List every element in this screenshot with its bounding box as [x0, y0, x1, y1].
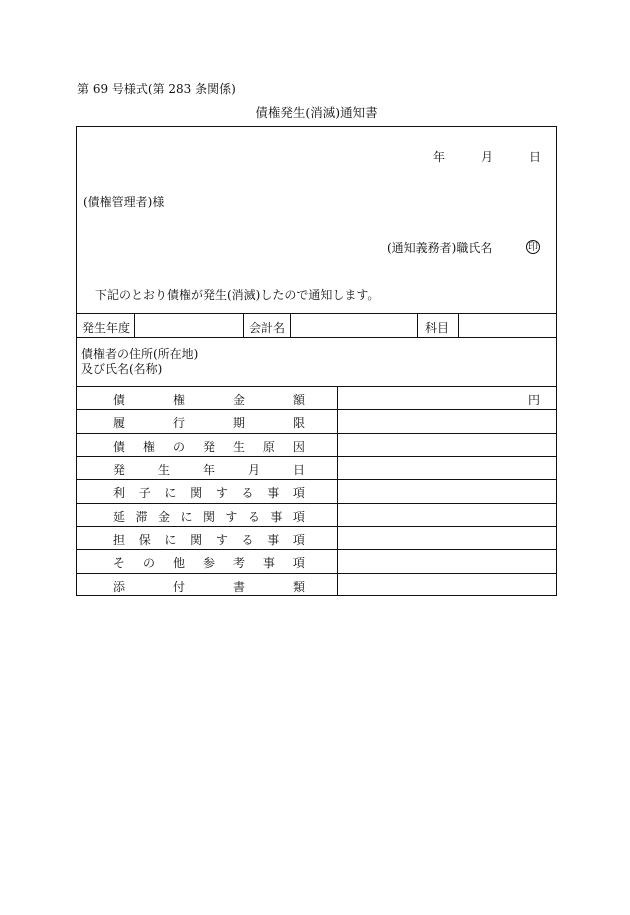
document-title: 債権発生(消滅)通知書: [255, 105, 378, 120]
date-day-label: 日: [529, 150, 542, 164]
divider: [337, 410, 338, 433]
item-label: 利 子 に 関 す る 事 項: [113, 486, 305, 500]
item-label: 債 権 の 発 生 原 因: [113, 440, 305, 454]
item-row: [77, 409, 556, 433]
divider: [417, 314, 418, 337]
info-row: [77, 313, 556, 337]
divider: [337, 434, 338, 456]
item-row: [77, 573, 556, 595]
divider: [337, 504, 338, 526]
creditor-row: [77, 337, 556, 386]
divider: [337, 527, 338, 549]
notice-body-text: 下記のとおり債権が発生(消滅)したので通知します。: [95, 288, 380, 302]
notifier-label: (通知義務者)職氏名: [387, 241, 493, 255]
divider: [337, 387, 338, 409]
item-label: 履 行 期 限: [113, 416, 305, 430]
date-year-label: 年: [433, 150, 446, 164]
divider: [458, 314, 459, 337]
item-row: [77, 386, 556, 409]
notice-form: [76, 126, 557, 596]
form-number: 第 69 号様式(第 283 条関係): [77, 82, 236, 96]
divider: [290, 314, 291, 337]
seal-icon: 印: [528, 242, 538, 253]
fiscal-year-label: 発生年度: [82, 321, 131, 335]
currency-unit: 円: [527, 393, 540, 407]
creditor-name-line: 及び氏名(名称): [81, 362, 163, 376]
recipient-label: (債権管理者)様: [83, 195, 165, 209]
creditor-address-label: [81, 347, 198, 377]
item-row: [77, 503, 556, 526]
divider: [243, 314, 244, 337]
header-section: [77, 127, 556, 313]
item-row: [77, 526, 556, 549]
item-label: 添 付 書 類: [113, 580, 305, 594]
divider: [337, 550, 338, 573]
item-label: 延 滞 金 に 関 す る 事 項: [113, 510, 305, 524]
divider: [134, 314, 135, 337]
item-label: 科目: [425, 321, 450, 335]
item-row: [77, 433, 556, 456]
divider: [337, 480, 338, 503]
item-label: 発 生 年 月 日: [113, 463, 305, 477]
item-row: [77, 456, 556, 479]
account-label: 会計名: [249, 321, 286, 335]
item-label: 債 権 金 額: [113, 393, 305, 407]
date-month-label: 月: [481, 150, 494, 164]
creditor-address-line: 債権者の住所(所在地): [81, 347, 199, 361]
item-label: 担 保 に 関 す る 事 項: [113, 533, 305, 547]
item-label: そ の 他 参 考 事 項: [113, 556, 305, 570]
item-row: [77, 479, 556, 503]
divider: [337, 457, 338, 479]
item-row: [77, 549, 556, 573]
divider: [337, 574, 338, 595]
